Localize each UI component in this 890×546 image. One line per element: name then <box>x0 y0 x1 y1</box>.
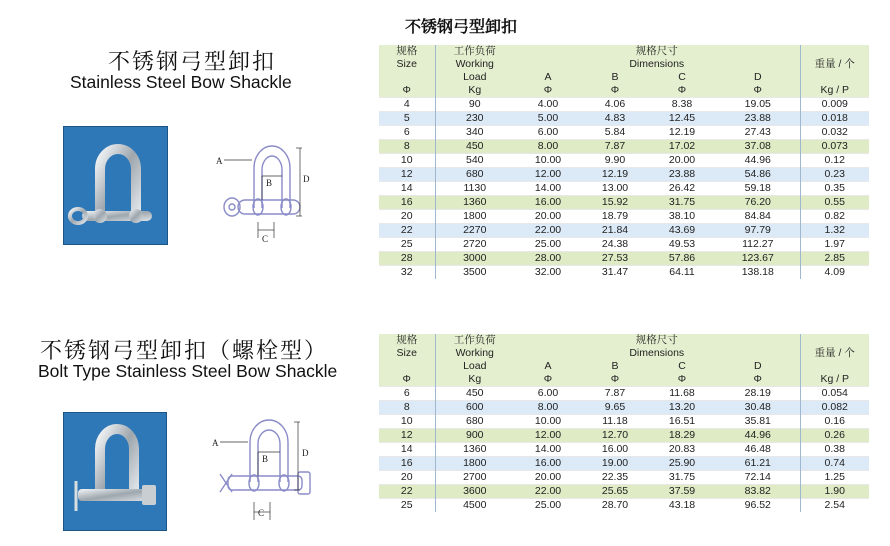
table-row <box>379 415 869 429</box>
header-dims-cn: 规格尺寸 <box>514 45 800 58</box>
cell-weight: 0.23 <box>800 168 869 182</box>
cell-weight: 4.09 <box>800 266 869 280</box>
cell-size: 22 <box>379 224 435 238</box>
header-col-b: B <box>582 71 648 84</box>
cell-c: 43.69 <box>648 224 716 238</box>
header-size-unit: Φ <box>379 84 435 98</box>
shackle-photo-icon <box>64 127 167 244</box>
diagram-label-d: D <box>302 448 309 458</box>
cell-c: 11.68 <box>648 387 716 401</box>
cell-d: 59.18 <box>716 182 800 196</box>
cell-a: 25.00 <box>514 238 582 252</box>
table-row <box>379 387 869 401</box>
cell-d: 30.48 <box>716 401 800 415</box>
cell-load: 680 <box>435 415 514 429</box>
cell-a: 20.00 <box>514 471 582 485</box>
header-size-en: Size <box>379 58 435 71</box>
diagram-label-a: A <box>216 156 223 166</box>
cell-weight: 0.018 <box>800 112 869 126</box>
header-col-a: A <box>514 360 582 373</box>
cell-c: 13.20 <box>648 401 716 415</box>
cell-load: 2270 <box>435 224 514 238</box>
cell-size: 25 <box>379 499 435 513</box>
cell-c: 37.59 <box>648 485 716 499</box>
cell-size: 12 <box>379 429 435 443</box>
cell-c: 18.29 <box>648 429 716 443</box>
cell-b: 31.47 <box>582 266 648 280</box>
cell-a: 8.00 <box>514 140 582 154</box>
cell-load: 1800 <box>435 210 514 224</box>
cell-a: 8.00 <box>514 401 582 415</box>
cell-b: 15.92 <box>582 196 648 210</box>
cell-weight: 0.16 <box>800 415 869 429</box>
cell-b: 7.87 <box>582 140 648 154</box>
cell-size: 20 <box>379 471 435 485</box>
section-title-cn: 不锈钢弓型卸扣（螺栓型） <box>40 339 329 364</box>
cell-d: 37.08 <box>716 140 800 154</box>
cell-load: 900 <box>435 429 514 443</box>
cell-d: 35.81 <box>716 415 800 429</box>
cell-a: 12.00 <box>514 168 582 182</box>
cell-weight: 0.009 <box>800 98 869 112</box>
cell-weight: 1.97 <box>800 238 869 252</box>
cell-weight: 1.90 <box>800 485 869 499</box>
cell-load: 2700 <box>435 471 514 485</box>
product-photo <box>63 412 167 531</box>
cell-c: 12.19 <box>648 126 716 140</box>
table-row <box>379 112 869 126</box>
table-row <box>379 471 869 485</box>
cell-a: 6.00 <box>514 126 582 140</box>
diagram-label-c: C <box>258 508 265 518</box>
cell-weight: 1.25 <box>800 471 869 485</box>
cell-size: 16 <box>379 457 435 471</box>
header-load-en: Working <box>435 347 514 360</box>
cell-weight: 2.54 <box>800 499 869 513</box>
cell-c: 49.53 <box>648 238 716 252</box>
table-row <box>379 196 869 210</box>
cell-c: 25.90 <box>648 457 716 471</box>
table-row <box>379 457 869 471</box>
cell-load: 1800 <box>435 457 514 471</box>
diagram-label-a: A <box>212 438 219 448</box>
cell-b: 25.65 <box>582 485 648 499</box>
cell-a: 4.00 <box>514 98 582 112</box>
cell-d: 44.96 <box>716 429 800 443</box>
cell-c: 38.10 <box>648 210 716 224</box>
cell-load: 3600 <box>435 485 514 499</box>
header-load-unit: Kg <box>435 84 514 98</box>
cell-size: 8 <box>379 401 435 415</box>
header-load-unit: Kg <box>435 373 514 387</box>
header-col-c: C <box>648 360 716 373</box>
table-row <box>379 252 869 266</box>
table-row <box>379 210 869 224</box>
cell-load: 230 <box>435 112 514 126</box>
header-col-d: D <box>716 71 800 84</box>
cell-a: 10.00 <box>514 415 582 429</box>
header-weight-cn: 重量 / 个 <box>800 334 869 373</box>
cell-a: 14.00 <box>514 443 582 457</box>
header-load-en2: Load <box>435 71 514 84</box>
cell-b: 7.87 <box>582 387 648 401</box>
table-row <box>379 154 869 168</box>
cell-b: 28.70 <box>582 499 648 513</box>
cell-size: 10 <box>379 154 435 168</box>
cell-size: 4 <box>379 98 435 112</box>
cell-size: 14 <box>379 182 435 196</box>
header-b-unit: Φ <box>582 84 648 98</box>
header-load-en: Working <box>435 58 514 71</box>
cell-weight: 1.32 <box>800 224 869 238</box>
table-row <box>379 499 869 513</box>
cell-a: 20.00 <box>514 210 582 224</box>
cell-load: 1130 <box>435 182 514 196</box>
header-d-unit: Φ <box>716 84 800 98</box>
cell-b: 12.19 <box>582 168 648 182</box>
header-a-unit: Φ <box>514 373 582 387</box>
cell-b: 9.65 <box>582 401 648 415</box>
cell-d: 84.84 <box>716 210 800 224</box>
cell-b: 27.53 <box>582 252 648 266</box>
cell-b: 5.84 <box>582 126 648 140</box>
cell-weight: 0.35 <box>800 182 869 196</box>
cell-b: 4.06 <box>582 98 648 112</box>
cell-d: 96.52 <box>716 499 800 513</box>
cell-b: 16.00 <box>582 443 648 457</box>
spec-table <box>379 45 869 279</box>
section-title-en: Stainless Steel Bow Shackle <box>70 72 292 92</box>
cell-load: 2720 <box>435 238 514 252</box>
cell-size: 8 <box>379 140 435 154</box>
table-row <box>379 126 869 140</box>
header-dims-en: Dimensions <box>514 58 800 71</box>
cell-size: 6 <box>379 387 435 401</box>
cell-c: 64.11 <box>648 266 716 280</box>
header-weight-unit: Kg / P <box>800 84 869 98</box>
cell-load: 90 <box>435 98 514 112</box>
cell-c: 16.51 <box>648 415 716 429</box>
header-col-c: C <box>648 71 716 84</box>
cell-d: 19.05 <box>716 98 800 112</box>
cell-c: 8.38 <box>648 98 716 112</box>
cell-d: 72.14 <box>716 471 800 485</box>
cell-b: 22.35 <box>582 471 648 485</box>
header-weight-cn: 重量 / 个 <box>800 45 869 84</box>
bolt-shackle-diagram <box>206 416 322 522</box>
cell-d: 27.43 <box>716 126 800 140</box>
cell-d: 76.20 <box>716 196 800 210</box>
cell-size: 25 <box>379 238 435 252</box>
diagram-label-b: B <box>266 178 273 188</box>
cell-d: 44.96 <box>716 154 800 168</box>
cell-load: 450 <box>435 387 514 401</box>
header-dims-en: Dimensions <box>514 347 800 360</box>
cell-b: 19.00 <box>582 457 648 471</box>
cell-d: 23.88 <box>716 112 800 126</box>
cell-d: 112.27 <box>716 238 800 252</box>
cell-weight: 0.082 <box>800 401 869 415</box>
cell-c: 43.18 <box>648 499 716 513</box>
cell-weight: 2.85 <box>800 252 869 266</box>
cell-weight: 0.032 <box>800 126 869 140</box>
diagram-label-d: D <box>303 174 310 184</box>
product-photo <box>63 126 168 245</box>
table-row <box>379 238 869 252</box>
cell-c: 12.45 <box>648 112 716 126</box>
header-size-unit: Φ <box>379 373 435 387</box>
cell-load: 600 <box>435 401 514 415</box>
cell-a: 25.00 <box>514 499 582 513</box>
header-size-en: Size <box>379 347 435 360</box>
cell-weight: 0.054 <box>800 387 869 401</box>
cell-a: 32.00 <box>514 266 582 280</box>
cell-weight: 0.073 <box>800 140 869 154</box>
section-title-en: Bolt Type Stainless Steel Bow Shackle <box>38 361 338 381</box>
cell-a: 22.00 <box>514 224 582 238</box>
cell-weight: 0.55 <box>800 196 869 210</box>
cell-b: 9.90 <box>582 154 648 168</box>
table-row <box>379 443 869 457</box>
cell-d: 54.86 <box>716 168 800 182</box>
table-row <box>379 182 869 196</box>
cell-size: 28 <box>379 252 435 266</box>
cell-d: 138.18 <box>716 266 800 280</box>
cell-weight: 0.12 <box>800 154 869 168</box>
header-a-unit: Φ <box>514 84 582 98</box>
cell-load: 540 <box>435 154 514 168</box>
cell-a: 5.00 <box>514 112 582 126</box>
header-load-cn: 工作负荷 <box>435 334 514 347</box>
cell-b: 12.70 <box>582 429 648 443</box>
table-row <box>379 401 869 415</box>
cell-a: 10.00 <box>514 154 582 168</box>
cell-a: 28.00 <box>514 252 582 266</box>
header-c-unit: Φ <box>648 373 716 387</box>
cell-b: 11.18 <box>582 415 648 429</box>
cell-weight: 0.74 <box>800 457 869 471</box>
spec-table <box>379 334 869 512</box>
cell-c: 20.00 <box>648 154 716 168</box>
cell-size: 22 <box>379 485 435 499</box>
header-size-cn: 规格 <box>379 45 435 58</box>
cell-weight: 0.38 <box>800 443 869 457</box>
header-load-en2: Load <box>435 360 514 373</box>
cell-d: 97.79 <box>716 224 800 238</box>
dimension-diagram-icon <box>206 416 322 522</box>
cell-load: 340 <box>435 126 514 140</box>
diagram-label-c: C <box>262 234 269 244</box>
header-b-unit: Φ <box>582 373 648 387</box>
shackle-diagram <box>212 138 322 246</box>
cell-d: 28.19 <box>716 387 800 401</box>
cell-size: 32 <box>379 266 435 280</box>
header-col-d: D <box>716 360 800 373</box>
cell-size: 10 <box>379 415 435 429</box>
cell-d: 61.21 <box>716 457 800 471</box>
table-row <box>379 485 869 499</box>
cell-b: 4.83 <box>582 112 648 126</box>
cell-size: 16 <box>379 196 435 210</box>
table-row <box>379 429 869 443</box>
diagram-label-b: B <box>262 454 269 464</box>
cell-size: 14 <box>379 443 435 457</box>
cell-size: 12 <box>379 168 435 182</box>
header-size-cn: 规格 <box>379 334 435 347</box>
page-title: 不锈钢弓型卸扣 <box>405 17 518 36</box>
header-load-cn: 工作负荷 <box>435 45 514 58</box>
cell-b: 13.00 <box>582 182 648 196</box>
cell-b: 18.79 <box>582 210 648 224</box>
cell-load: 3000 <box>435 252 514 266</box>
header-weight-unit: Kg / P <box>800 373 869 387</box>
bolt-shackle-photo-icon <box>64 413 166 530</box>
cell-load: 4500 <box>435 499 514 513</box>
header-dims-cn: 规格尺寸 <box>514 334 800 347</box>
table-row <box>379 140 869 154</box>
header-col-b: B <box>582 360 648 373</box>
cell-load: 1360 <box>435 443 514 457</box>
cell-load: 450 <box>435 140 514 154</box>
cell-size: 5 <box>379 112 435 126</box>
cell-size: 20 <box>379 210 435 224</box>
header-c-unit: Φ <box>648 84 716 98</box>
cell-c: 31.75 <box>648 196 716 210</box>
cell-weight: 0.26 <box>800 429 869 443</box>
cell-a: 16.00 <box>514 457 582 471</box>
cell-d: 83.82 <box>716 485 800 499</box>
cell-load: 1360 <box>435 196 514 210</box>
table-row <box>379 98 869 112</box>
header-col-a: A <box>514 71 582 84</box>
cell-weight: 0.82 <box>800 210 869 224</box>
cell-c: 31.75 <box>648 471 716 485</box>
cell-d: 46.48 <box>716 443 800 457</box>
cell-c: 26.42 <box>648 182 716 196</box>
dimension-diagram-icon <box>212 138 322 246</box>
cell-b: 24.38 <box>582 238 648 252</box>
table-row <box>379 266 869 280</box>
section-title-cn: 不锈钢弓型卸扣 <box>108 50 277 75</box>
cell-a: 14.00 <box>514 182 582 196</box>
cell-b: 21.84 <box>582 224 648 238</box>
cell-c: 20.83 <box>648 443 716 457</box>
cell-c: 57.86 <box>648 252 716 266</box>
cell-size: 6 <box>379 126 435 140</box>
table-row <box>379 224 869 238</box>
cell-a: 12.00 <box>514 429 582 443</box>
cell-a: 16.00 <box>514 196 582 210</box>
cell-load: 680 <box>435 168 514 182</box>
cell-c: 17.02 <box>648 140 716 154</box>
header-d-unit: Φ <box>716 373 800 387</box>
cell-c: 23.88 <box>648 168 716 182</box>
cell-load: 3500 <box>435 266 514 280</box>
cell-a: 22.00 <box>514 485 582 499</box>
cell-d: 123.67 <box>716 252 800 266</box>
cell-a: 6.00 <box>514 387 582 401</box>
table-row <box>379 168 869 182</box>
